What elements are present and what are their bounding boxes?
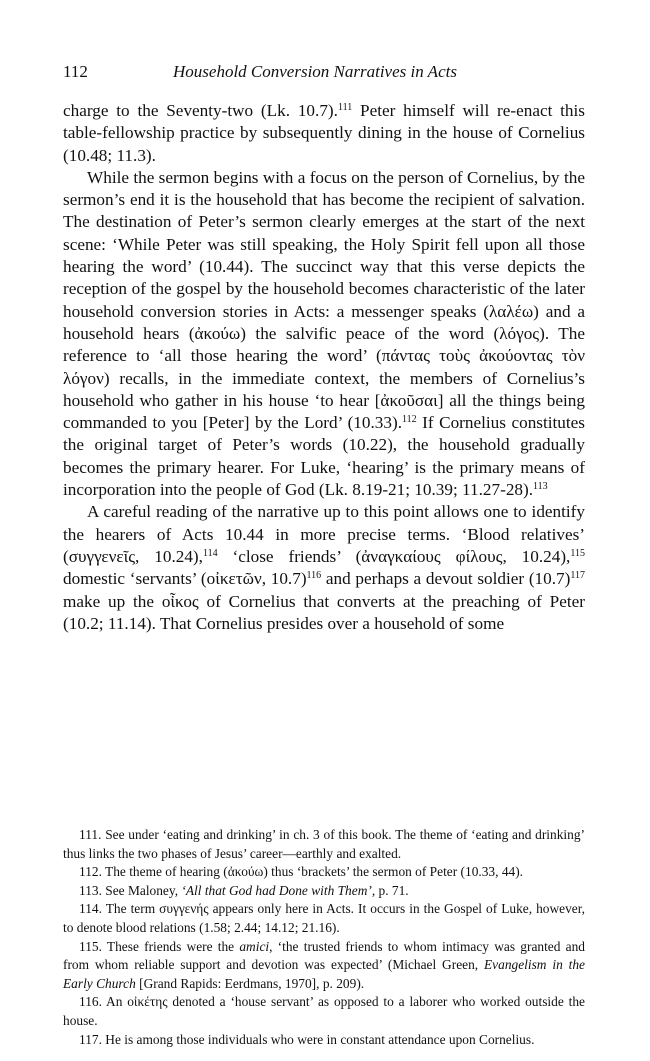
italic-title: Evangelism in the Early Church bbox=[63, 957, 585, 991]
text-run: , p. 71. bbox=[371, 882, 409, 898]
text-run: 114. The term συγγενής appears only here in Acts. It occurs in the Gospel of Luke, however, to denote blood relations (1.58; 2.44; 14.12; 21.16). bbox=[63, 901, 585, 935]
paragraph-3 bbox=[63, 501, 585, 635]
running-head: Household Conversion Narratives in Acts bbox=[173, 62, 457, 81]
text-run: ‘close friends’ (ἀναγκαίους φίλους, 10.24), bbox=[217, 546, 571, 566]
text-run: If Cornelius constitutes the original target of Peter’s words (10.22), the household gradually becomes the primary hearer. For Luke, ‘hearing’ is the primary means of incorporation into the people of God (Lk. 8.19-21; 10.39; 11.27-28). bbox=[63, 413, 585, 500]
text-run: A careful reading of the narrative up to this point allows one to identify the hearers of Acts 10.44 in more precise terms. ‘Blood relatives’ (συγγενεῖς, 10.24), bbox=[63, 502, 585, 566]
text-run: 117. He is among those individuals who were in constant attendance upon Cornelius. bbox=[79, 1031, 535, 1047]
body-text bbox=[63, 100, 585, 635]
text-run: 112. The theme of hearing (ἀκούω) thus ‘brackets’ the sermon of Peter (10.33, 44). bbox=[79, 864, 524, 880]
text-run: make up the οἶκος of Cornelius that converts at the preaching of Peter (10.2; 11.14). That Cornelius presides over a household of some bbox=[63, 591, 585, 633]
footnote-ref-117: 117 bbox=[570, 570, 585, 582]
text-run: charge to the Seventy-two (Lk. 10.7). bbox=[63, 101, 338, 120]
text-run: 116. An οἰκέτης denoted a ‘house servant’ as opposed to a laborer who worked outside the house. bbox=[63, 994, 585, 1028]
italic-title: ‘All that God had Done with Them’ bbox=[181, 882, 372, 898]
footnote-114 bbox=[63, 900, 585, 937]
book-page bbox=[63, 62, 585, 635]
footnote-ref-112: 112 bbox=[402, 414, 417, 426]
text-run: , ‘the trusted friends to whom intimacy was granted and from whom reliable support and devotion was expected’ (Michael Green, bbox=[63, 938, 585, 973]
page-number: 112 bbox=[63, 62, 88, 81]
footnote-116 bbox=[63, 993, 585, 1030]
footnote-111 bbox=[63, 826, 585, 863]
text-run: 111. See under ‘eating and drinking’ in ch. 3 of this book. The theme of ‘eating and drinking’ thus links the two phases of Jesus’ career—earthly and exalted. bbox=[63, 827, 585, 861]
paragraph-2 bbox=[63, 167, 585, 501]
footnote-ref-115: 115 bbox=[570, 547, 585, 559]
text-run: 113. See Maloney, bbox=[79, 882, 182, 898]
text-run: [Grand Rapids: Eerdmans, 1970], p. 209). bbox=[135, 975, 365, 991]
footnote-ref-116: 116 bbox=[306, 570, 322, 582]
footnote-113 bbox=[63, 882, 585, 901]
footnotes bbox=[63, 826, 585, 1049]
text-run: While the sermon begins with a focus on the person of Cornelius, by the sermon’s end it is the household that has become the recipient of salvation. The destination of Peter’s sermon clearly emerges at the start of the next scene: ‘While Peter was still speaking, the Holy Spirit fell upon all those hearing the word’ (10.44). The succinct way that this verse depicts the reception of the gospel by the household becomes characteristic of the later household conversion stories in Acts: a messenger speaks (λαλέω) and a household hears (ἀκούω) the salvific peace of the word (λόγος). The reference to ‘all those hearing the word’ (πάντας τοὺς ἀκούοντας τὸν λόγον) recalls, in the immediate context, the members of Cornelius’s household who gather in his house ‘to hear [ἀκοῦσαι] all the things being commanded to you [Peter] by the Lord’ (10.33). bbox=[63, 167, 585, 433]
footnote-112 bbox=[63, 863, 585, 882]
footnote-115 bbox=[63, 938, 585, 994]
footnote-ref-113: 113 bbox=[533, 481, 548, 493]
footnote-ref-114: 114 bbox=[202, 547, 218, 559]
paragraph-1 bbox=[63, 100, 585, 167]
page-header bbox=[63, 62, 585, 88]
italic-title: amici bbox=[239, 938, 270, 954]
text-run: 115. These friends were the bbox=[79, 938, 240, 954]
footnote-117 bbox=[63, 1031, 585, 1050]
text-run: and perhaps a devout soldier (10.7) bbox=[321, 569, 571, 589]
text-run: domestic ‘servants’ (οἰκετῶν, 10.7) bbox=[63, 569, 307, 589]
text-run: Peter himself will re-enact this table-fellowship practice by subsequently dining in the house of Cornelius (10.48; 11.3). bbox=[63, 101, 585, 165]
footnote-ref-111: 111 bbox=[337, 102, 353, 113]
